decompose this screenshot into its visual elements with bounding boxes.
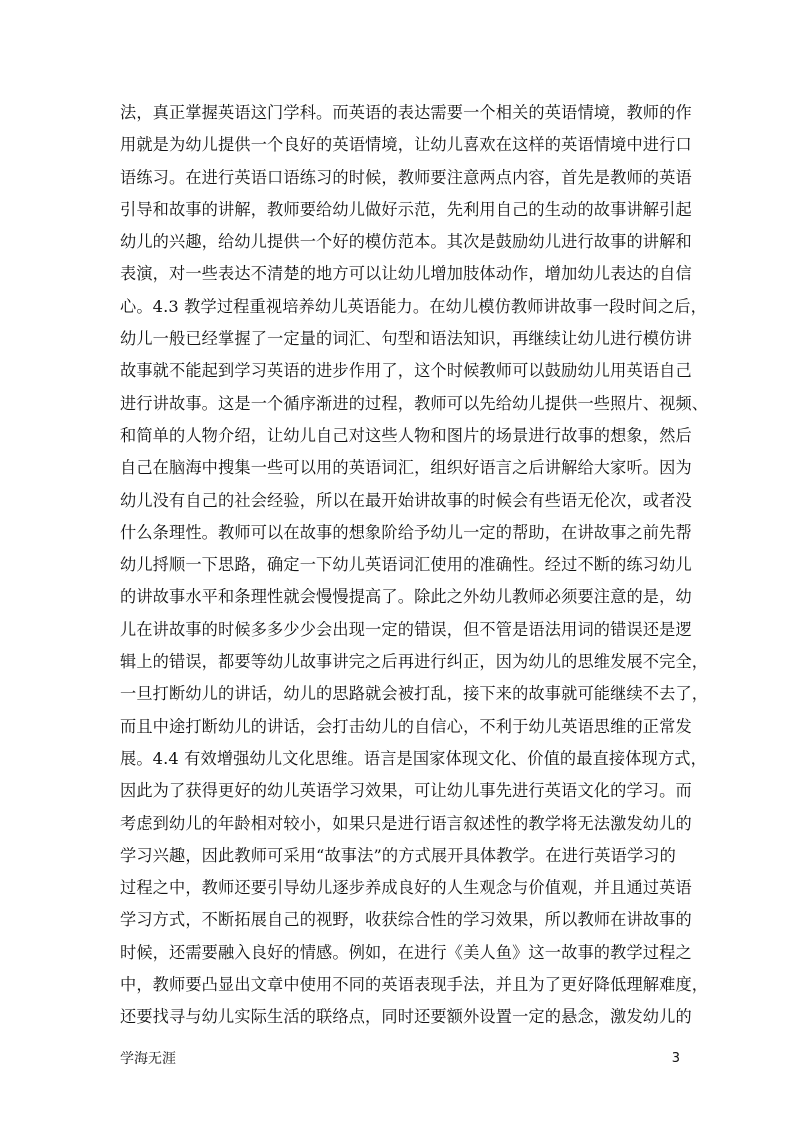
text-line: 自己在脑海中搜集一些可以用的英语词汇，组织好语言之后讲解给大家听。因为 [120,458,692,478]
text-line: 中，教师要凸显出文章中使用不同的英语表现手法，并且为了更好降低理解难度， [120,975,709,995]
text-line: 儿在讲故事的时候多多少少会出现一定的错误，但不管是语法用词的错误还是逻 [120,619,692,639]
text-line: 什么条理性。教师可以在故事的想象阶给予幼儿一定的帮助，在讲故事之前先帮 [120,522,692,542]
page-number: 3 [671,1051,680,1066]
text-line: 还要找寻与幼儿实际生活的联络点，同时还要额外设置一定的悬念，激发幼儿的 [120,1007,692,1027]
text-line: 时候，还需要融入良好的情感。例如，在进行《美人鱼》这一故事的教学过程之 [120,942,692,962]
text-line: 心。4.3 教学过程重视培养幼儿英语能力。在幼儿模仿教师讲故事一段时间之后， [120,296,707,316]
text-line: 学习方式，不断拓展自己的视野，收获综合性的学习效果，所以教师在讲故事的 [120,910,692,930]
text-line: 进行讲故事。这是一个循序渐进的过程，教师可以先给幼儿提供一些照片、视频、 [120,393,709,413]
footer-left-text: 学海无涯 [120,1051,176,1067]
text-line: 引导和故事的讲解，教师要给幼儿做好示范，先利用自己的生动的故事讲解引起 [120,199,692,219]
text-line: 和简单的人物介绍，让幼儿自己对这些人物和图片的场景进行故事的想象，然后 [120,425,692,445]
text-line: 的讲故事水平和条理性就会慢慢提高了。除此之外幼儿教师必须要注意的是，幼 [120,587,692,607]
text-line: 幼儿没有自己的社会经验，所以在最开始讲故事的时候会有些语无伦次，或者没 [120,490,692,510]
body-text [120,97,709,1034]
text-line: 用就是为幼儿提供一个良好的英语情境，让幼儿喜欢在这样的英语情境中进行口 [120,135,692,155]
text-line: 过程之中，教师还要引导幼儿逐步养成良好的人生观念与价值观，并且通过英语 [120,878,692,898]
text-line: 幼儿一般已经掌握了一定量的词汇、句型和语法知识，再继续让幼儿进行模仿讲 [120,329,692,349]
text-line: 故事就不能起到学习英语的进步作用了，这个时候教师可以鼓励幼儿用英语自己 [120,361,692,381]
text-line: 表演，对一些表达不清楚的地方可以让幼儿增加肢体动作，增加幼儿表达的自信 [120,264,692,284]
text-line: 语练习。在进行英语口语练习的时候，教师要注意两点内容，首先是教师的英语 [120,167,692,187]
text-line: 法，真正掌握英语这门学科。而英语的表达需要一个相关的英语情境，教师的作 [120,103,692,122]
text-line: 辑上的错误，都要等幼儿故事讲完之后再进行纠正，因为幼儿的思维发展不完全， [120,652,709,672]
text-line: 幼儿捋顺一下思路，确定一下幼儿英语词汇使用的准确性。经过不断的练习幼儿 [120,555,692,575]
text-line: 因此为了获得更好的幼儿英语学习效果，可让幼儿事先进行英语文化的学习。而 [120,781,692,801]
text-line: 一旦打断幼儿的讲话，幼儿的思路就会被打乱，接下来的故事就可能继续不去了， [120,684,709,704]
text-line: 学习兴趣，因此教师可采用“故事法”的方式展开具体教学。在进行英语学习的 [120,845,676,865]
text-line: 而且中途打断幼儿的讲话，会打击幼儿的自信心，不利于幼儿英语思维的正常发 [120,716,692,736]
text-line: 考虑到幼儿的年龄相对较小，如果只是进行语言叙述性的教学将无法激发幼儿的 [120,813,692,833]
text-line: 幼儿的兴趣，给幼儿提供一个好的模仿范本。其次是鼓励幼儿进行故事的讲解和 [120,232,692,252]
text-line: 展。4.4 有效增强幼儿文化思维。语言是国家体现文化、价值的最直接体现方式， [120,748,707,768]
